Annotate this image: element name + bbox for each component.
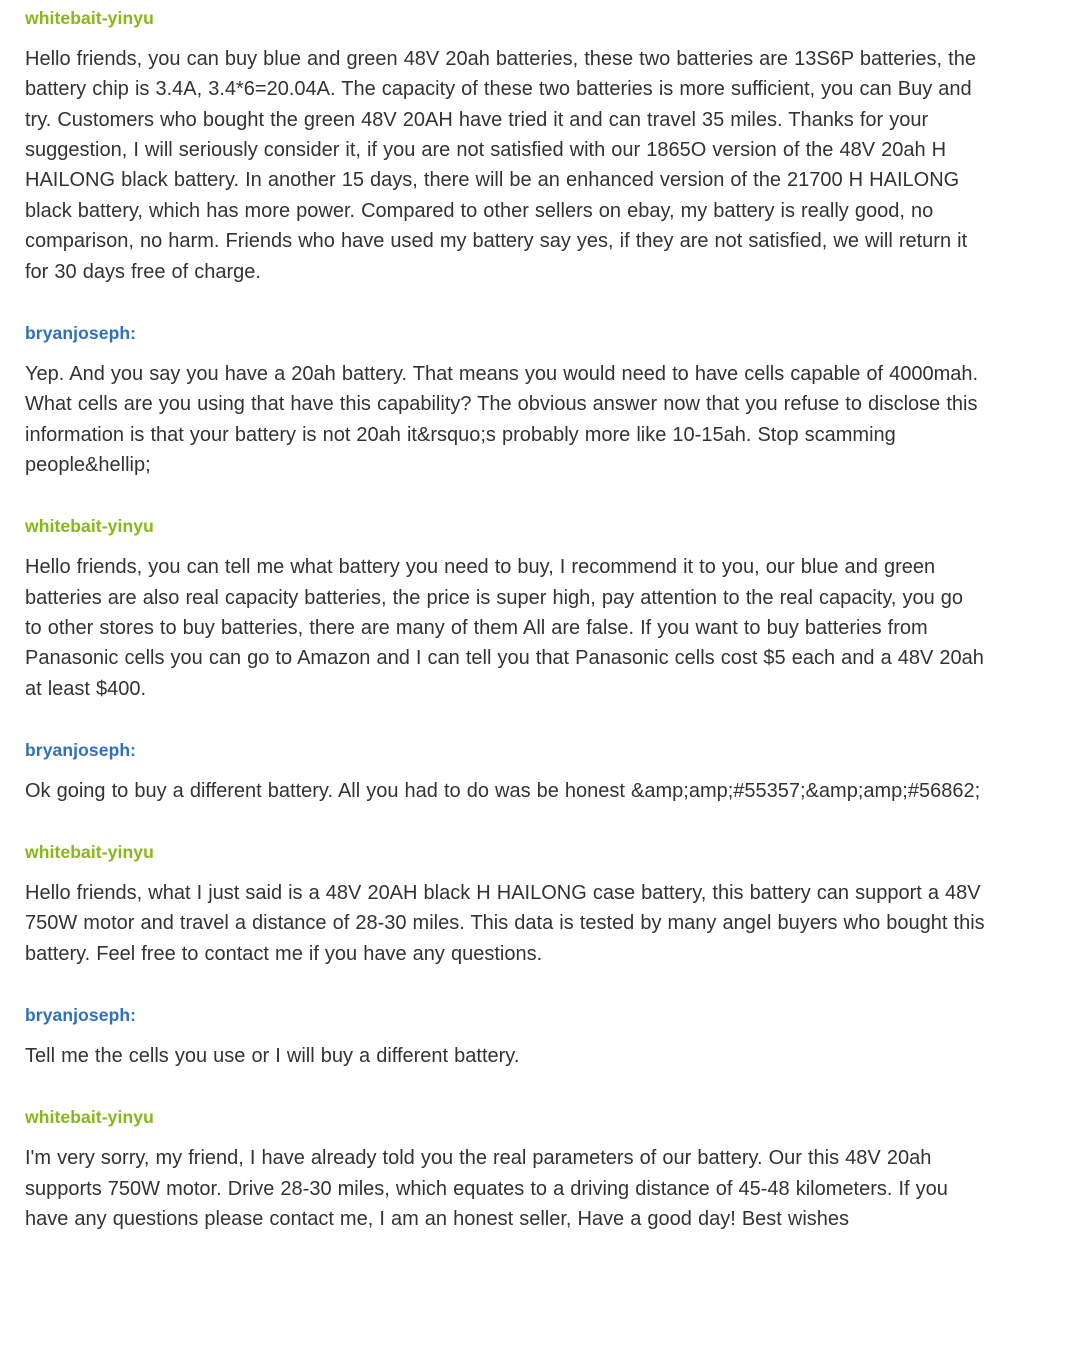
comment-text: I'm very sorry, my friend, I have already told you the real parameters of our battery. Our this 48V 20ah supports 750W motor. Drive 28-30 miles, which equates to a driving distance of 45-48 kilometers. If you have any questions please contact me, I am an honest seller, Have a good day! Best wishes [25,1147,948,1230]
comment-author-link[interactable]: bryanjoseph: [25,740,137,761]
comment-author-link[interactable]: whitebait-yinyu [25,8,154,28]
comment-author-link[interactable]: whitebait-yinyu [25,842,154,863]
comment-author-link[interactable]: whitebait-yinyu [25,1107,154,1128]
comment [25,739,985,806]
comment-author-link[interactable]: whitebait-yinyu [25,516,154,537]
comment [25,841,985,969]
comment-text: Hello friends, you can buy blue and green 48V 20ah batteries, these two batteries are 13S6P batteries, the battery chip is 3.4A, 3.4*6=20.04A. The capacity of these two batteries is more sufficient, you can Buy and try. Customers who bought the green 48V 20AH have tried it and can travel 35 miles. Thanks for your suggestion, I will seriously consider it, if you are not satisfied with our 1865O version of the 48V 20ah H HAILONG black battery. In another 15 days, there will be an enhanced version of the 21700 H HAILONG black battery, which has more power. Compared to other sellers on ebay, my battery is really good, no comparison, no harm. Friends who have used my battery say yes, if they are not satisfied, we will return it for 30 days free of charge. [25,47,976,283]
comment [25,7,985,287]
comment-author-link[interactable]: bryanjoseph: [25,1005,137,1026]
comment [25,515,985,704]
comment-text: Ok going to buy a different battery. All you had to do was be honest &amp;amp;#55357;&amp;amp;#56862; [25,779,981,802]
comment [25,1004,985,1071]
comment [25,1106,985,1234]
comment-text: Yep. And you say you have a 20ah battery. That means you would need to have cells capable of 4000mah. What cells are you using that have this capability? The obvious answer now that you refuse to disclose this information is that your battery is not 20ah it&rsquo;s probably more like 10-15ah. Stop scamming people&hellip; [25,362,979,476]
comment-text: Hello friends, what I just said is a 48V 20AH black H HAILONG case battery, this battery can support a 48V 750W motor and travel a distance of 28-30 miles. This data is tested by many angel buyers who bought this battery. Feel free to contact me if you have any questions. [25,882,985,965]
comment [25,322,985,480]
comment-text: Tell me the cells you use or I will buy a different battery. [25,1045,520,1068]
comment-author-link[interactable]: bryanjoseph: [25,323,137,343]
comment-text: Hello friends, you can tell me what battery you need to buy, I recommend it to you, our blue and green batteries are also real capacity batteries, the price is super high, pay attention to the real capacity, you go to other stores to buy batteries, there are many of them All are false. If you want to buy batteries from Panasonic cells you can go to Amazon and I can tell you that Panasonic cells cost $5 each and a 48V 20ah at least $400. [25,556,984,700]
